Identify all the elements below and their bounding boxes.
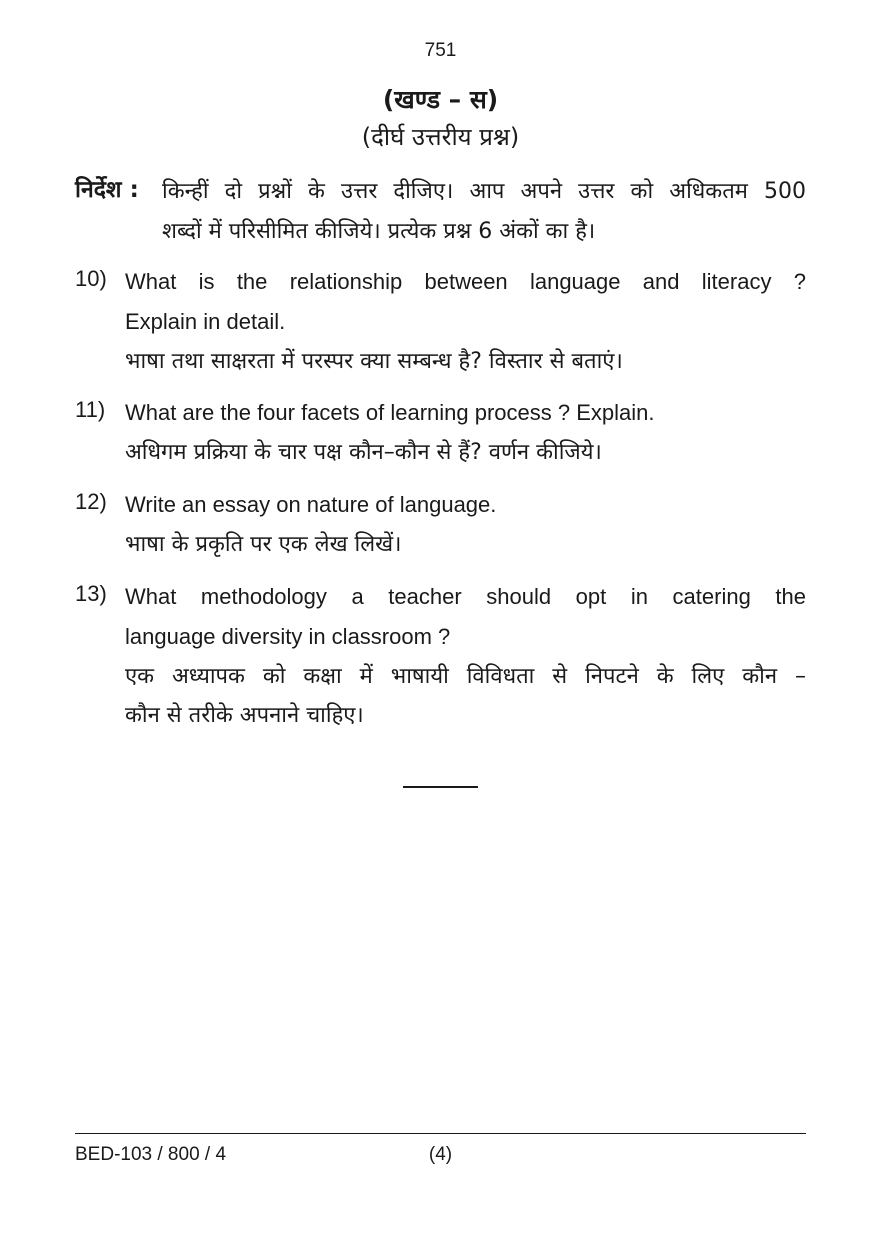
question-13-number: 13)	[75, 581, 107, 606]
question-12-hindi-line-1: भाषा के प्रकृति पर एक लेख लिखें।	[125, 532, 402, 557]
question-13-hindi-line-2: कौन से तरीके अपनाने चाहिए।	[125, 703, 364, 728]
question-13	[125, 577, 806, 735]
instructions-line-2: शब्दों में परिसीमित कीजिये। प्रत्येक प्रश्न 6 अंकों का है।	[162, 219, 596, 244]
question-11-hindi	[125, 433, 806, 472]
question-12	[125, 485, 806, 564]
page-code: 751	[424, 40, 457, 61]
instructions-text	[162, 172, 806, 252]
question-13-english-line-1: What methodology a teacher should opt in catering the	[125, 584, 806, 609]
footer-divider	[75, 1133, 806, 1134]
question-11	[125, 393, 806, 472]
question-10-english	[125, 262, 806, 342]
section-subtitle: (दीर्घ उत्तरीय प्रश्न)	[361, 123, 520, 151]
question-10-hindi	[125, 342, 806, 381]
section-title: (खण्ड – स)	[382, 85, 499, 114]
instructions-label: निर्देश :	[75, 177, 139, 203]
question-11-hindi-line-1: अधिगम प्रक्रिया के चार पक्ष कौन–कौन से हैं? वर्णन कीजिये।	[125, 440, 602, 465]
footer-page-number: (4)	[428, 1144, 453, 1165]
end-of-section-rule	[403, 786, 478, 788]
question-10-english-line-1: What is the relationship between language and literacy ?	[125, 269, 806, 294]
question-10-number: 10)	[75, 266, 107, 291]
question-10	[125, 262, 806, 381]
question-10-english-line-2: Explain in detail.	[125, 309, 286, 334]
question-11-english	[125, 393, 806, 433]
question-13-hindi	[125, 657, 806, 735]
question-12-english	[125, 485, 806, 525]
question-13-english-line-2: language diversity in classroom ?	[125, 624, 451, 649]
question-12-hindi	[125, 525, 806, 564]
question-12-number: 12)	[75, 489, 107, 514]
instructions-line-1: किन्हीं दो प्रश्नों के उत्तर दीजिए। आप अपने उत्तर को अधिकतम 500	[162, 179, 806, 204]
question-11-english-line-1: What are the four facets of learning process ? Explain.	[125, 400, 655, 425]
footer-paper-code: BED-103 / 800 / 4	[75, 1144, 227, 1165]
question-12-english-line-1: Write an essay on nature of language.	[125, 492, 497, 517]
question-10-hindi-line-1: भाषा तथा साक्षरता में परस्पर क्या सम्बन्ध है? विस्तार से बताएं।	[125, 349, 623, 374]
question-13-english	[125, 577, 806, 657]
question-11-number: 11)	[75, 397, 106, 422]
question-13-hindi-line-1: एक अध्यापक को कक्षा में भाषायी विविधता से निपटने के लिए कौन –	[125, 664, 806, 689]
